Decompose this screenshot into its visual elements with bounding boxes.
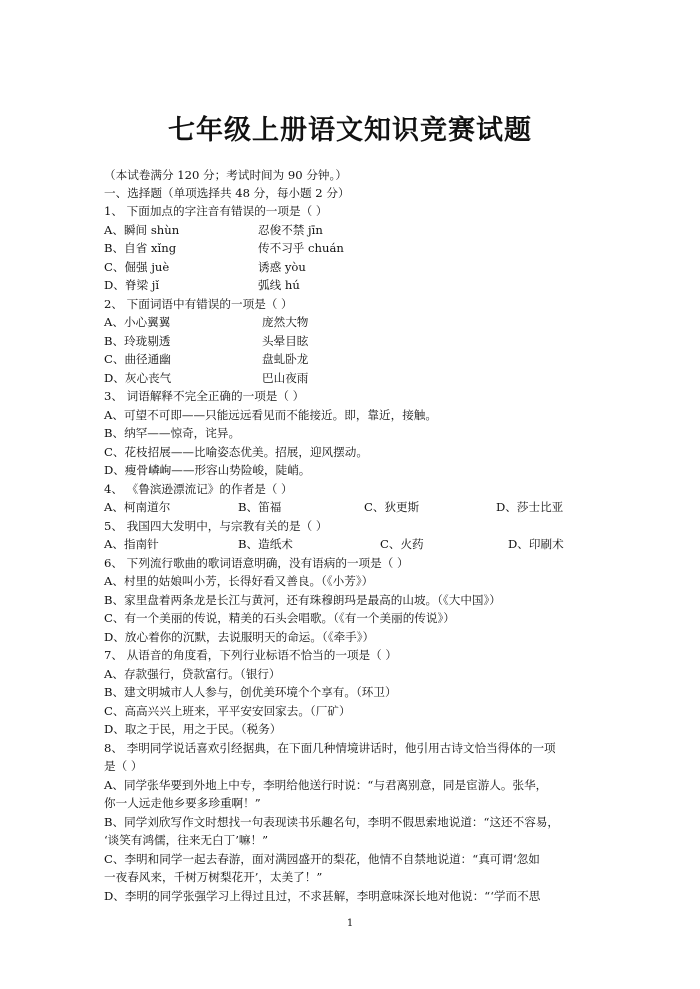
question-8-stem: 8、 李明同学说话喜欢引经据典，在下面几种情境讲话时，他引用古诗文恰当得体的一项	[104, 741, 556, 755]
q1-option-b: B、自省 xǐng	[104, 241, 177, 255]
q6-option-c: C、有一个美丽的传说，精美的石头会唱歌。（《有一个美丽的传说》）	[104, 611, 455, 625]
q2-option-d-2: 巴山夜雨	[262, 371, 309, 385]
q1-option-a: A、瞬间 shùn	[104, 223, 180, 237]
q4-option-a: A、柯南道尔	[104, 500, 171, 514]
q1-option-c-2: 诱惑 yòu	[258, 260, 306, 274]
q8-option-d: D、李明的同学张强学习上得过且过，不求甚解，李明意味深长地对他说：“‘学而不思	[104, 889, 541, 903]
question-7-stem: 7、 从语音的角度看，下列行业标语不恰当的一项是（ ）	[104, 648, 397, 662]
question-5-stem: 5、 我国四大发明中，与宗教有关的是（ ）	[104, 519, 328, 533]
question-1-stem: 1、 下面加点的字注音有错误的一项是（ ）	[104, 204, 328, 218]
q6-option-d: D、放心着你的沉默，去说服明天的命运。（《牵手》）	[104, 630, 375, 644]
q6-option-a: A、村里的姑娘叫小芳，长得好看又善良。（《小芳》）	[104, 574, 374, 588]
q8-option-a-cont: 你一人远走他乡要多珍重啊！”	[104, 796, 261, 810]
q4-option-c: C、狄更斯	[364, 500, 420, 514]
exam-title: 七年级上册语文知识竞赛试题	[168, 115, 532, 146]
q1-option-b-2: 传不习乎 chuán	[258, 241, 344, 255]
q2-option-c: C、曲径通幽	[104, 352, 171, 366]
q7-option-c: C、高高兴兴上班来，平平安安回家去。（厂矿）	[104, 704, 351, 718]
q2-option-d: D、灰心丧气	[104, 371, 172, 385]
q2-option-c-2: 盘虬卧龙	[262, 352, 309, 366]
q4-option-d: D、莎士比亚	[496, 500, 564, 514]
q8-option-a: A、同学张华要到外地上中专，李明给他送行时说：“与君离别意，同是宦游人。张华，	[104, 778, 548, 792]
question-4-stem: 4、 《鲁滨逊漂流记》的作者是（ ）	[104, 482, 293, 496]
q1-option-d-2: 弧线 hú	[258, 278, 300, 292]
question-2-stem: 2、 下面词语中有错误的一项是（ ）	[104, 297, 293, 311]
question-8-stem-cont: 是（ ）	[104, 759, 143, 773]
q3-option-b: B、纳罕——惊奇，诧异。	[104, 426, 241, 440]
q8-option-b-cont: ‘谈笑有鸿儒，往来无白丁’嘛！”	[104, 833, 269, 847]
q5-option-d: D、印刷术	[508, 537, 564, 551]
question-6-stem: 6、 下列流行歌曲的歌词语意明确，没有语病的一项是（ ）	[104, 556, 409, 570]
q7-option-d: D、取之于民，用之于民。（税务）	[104, 722, 282, 736]
q2-option-b-2: 头晕目眩	[262, 334, 309, 348]
q7-option-a: A、存款强行，贷款富行。（银行）	[104, 667, 281, 681]
q8-option-c: C、李明和同学一起去春游，面对满园盛开的梨花，他情不自禁地说道：“真可谓‘忽如	[104, 852, 540, 866]
q1-option-c: C、倔强 juè	[104, 260, 170, 274]
q1-option-d: D、脊梁 jǐ	[104, 278, 160, 292]
q6-option-b: B、家里盘着两条龙是长江与黄河，还有珠穆朗玛是最高的山坡。（《大中国》）	[104, 593, 501, 607]
q5-option-a: A、指南针	[104, 537, 159, 551]
question-3-stem: 3、 词语解释不完全正确的一项是（ ）	[104, 389, 305, 403]
section-heading: 一、选择题（单项选择共 48 分，每小题 2 分）	[104, 186, 350, 200]
q3-option-d: D、瘦骨嶙峋——形容山势险峻，陡峭。	[104, 463, 311, 477]
intro-note: （本试卷满分 120 分；考试时间为 90 分钟。）	[104, 168, 347, 182]
q8-option-c-cont: 一夜春风来，千树万树梨花开’，太美了！”	[104, 870, 323, 884]
q5-option-b: B、造纸术	[238, 537, 293, 551]
q5-option-c: C、火药	[380, 537, 424, 551]
q7-option-b: B、建文明城市人人参与，创优美环境个个享有。（环卫）	[104, 685, 397, 699]
q3-option-a: A、可望不可即——只能远远看见而不能接近。即，靠近，接触。	[104, 408, 437, 422]
q2-option-b: B、玲珑剔透	[104, 334, 171, 348]
q2-option-a: A、小心翼翼	[104, 315, 171, 329]
q2-option-a-2: 庞然大物	[262, 315, 309, 329]
q1-option-a-2: 忍俊不禁 jīn	[258, 223, 323, 237]
q4-option-b: B、笛福	[238, 500, 282, 514]
page-number: 1	[346, 918, 354, 929]
q8-option-b: B、同学刘欣写作文时想找一句表现读书乐趣名句，李明不假思索地说道：“这还不容易，	[104, 815, 560, 829]
q3-option-c: C、花枝招展——比喻姿态优美。招展，迎风摆动。	[104, 445, 368, 459]
